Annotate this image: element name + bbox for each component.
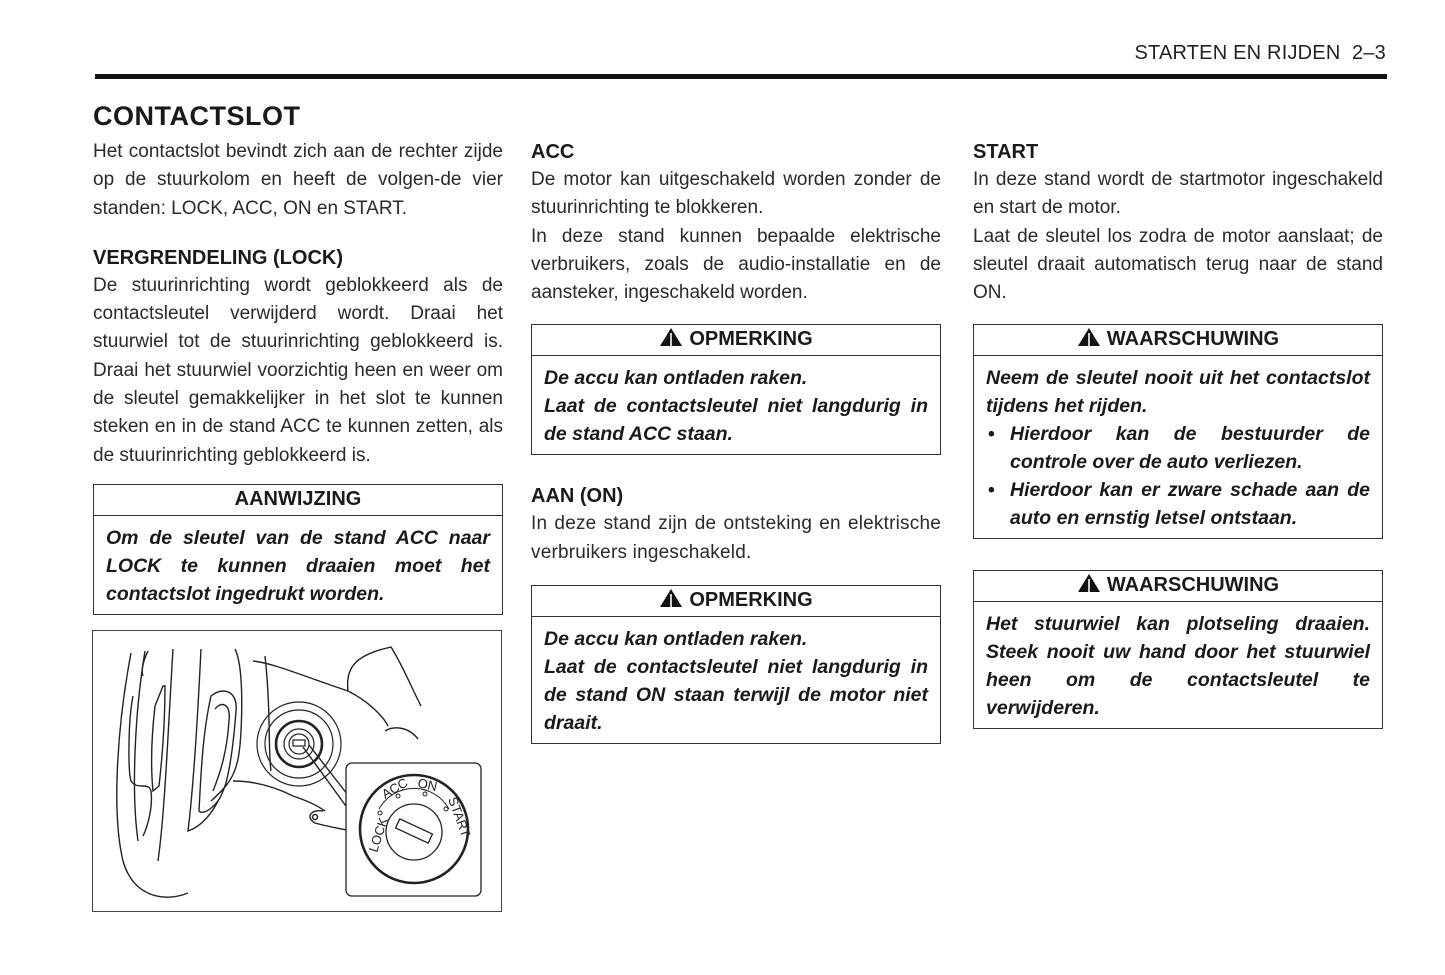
notice-box-header bbox=[532, 586, 940, 617]
start-paragraph-2: Laat de sleutel los zodra de motor aanslaat; de sleutel draait automatisch terug naar de stand ON. bbox=[973, 225, 1383, 304]
warning-box-1 bbox=[973, 324, 1383, 539]
position-label-lock: LOCK bbox=[365, 815, 391, 854]
rim-slot bbox=[152, 686, 165, 791]
warning-box-header bbox=[974, 571, 1382, 602]
note-box-text: Om de sleutel van de stand ACC naar LOCK te kunnen draaien moet het contactslot ingedrukt worden. bbox=[106, 526, 490, 605]
column-housing-top bbox=[253, 661, 388, 726]
warning-triangle-icon bbox=[1077, 327, 1101, 347]
column-edge bbox=[211, 649, 242, 801]
warning-box-heading: WAARSCHUWING bbox=[1106, 574, 1280, 597]
mount-tab bbox=[310, 811, 351, 831]
on-paragraph: In deze stand zijn de ontsteking en elektrische verbruikers ingeschakeld. bbox=[531, 513, 941, 563]
acc-heading: ACC bbox=[531, 141, 575, 163]
column-housing-bottom bbox=[233, 781, 325, 811]
rim-detail bbox=[142, 651, 148, 676]
notice-box-header bbox=[532, 325, 940, 356]
bullet-icon: • bbox=[988, 423, 995, 446]
mount-hole bbox=[313, 815, 318, 820]
column-3 bbox=[973, 138, 1383, 729]
warning-triangle-icon bbox=[659, 588, 683, 608]
warning-bullet-text: Hierdoor kan er zware schade aan de auto en ernstig letsel ontstaan. bbox=[1010, 479, 1370, 530]
warning-triangle-icon bbox=[659, 327, 683, 347]
column-1 bbox=[93, 100, 503, 615]
running-header bbox=[1134, 42, 1386, 65]
lock-heading: VERGRENDELING (LOCK) bbox=[93, 246, 343, 269]
note-box-aanwijzing bbox=[93, 484, 503, 615]
header-rule bbox=[95, 74, 1387, 79]
spoke-line-1 bbox=[158, 649, 173, 861]
callout-leader-2 bbox=[309, 745, 351, 799]
ignition-illustration bbox=[93, 631, 501, 911]
warning-box-2 bbox=[973, 570, 1383, 729]
steering-wheel-rim-inner bbox=[134, 651, 145, 841]
start-paragraph-1: In deze stand wordt de startmotor ingeschakeld en start de motor. bbox=[973, 169, 1383, 219]
position-label-on: ON bbox=[416, 775, 439, 794]
acc-paragraph-2: In deze stand kunnen bepaalde elektrische verbruikers, zoals de audio-installatie en de aansteker, ingeschakeld worden. bbox=[531, 225, 941, 304]
warning-text: Het stuurwiel kan plotseling draaien. Steek nooit uw hand door het stuurwiel heen om de contactsleutel te verwijderen. bbox=[986, 613, 1370, 720]
notice-box-heading: OPMERKING bbox=[689, 589, 813, 612]
page-number: 2–3 bbox=[1352, 42, 1386, 64]
warning-bullet-list bbox=[986, 420, 1370, 532]
bullet-icon: • bbox=[988, 479, 995, 502]
warning-bullet-item bbox=[986, 420, 1370, 476]
notice-line-1: De accu kan ontladen raken. bbox=[544, 367, 808, 390]
column-2 bbox=[531, 138, 941, 744]
position-label-acc: ACC bbox=[379, 774, 411, 802]
lock-paragraph: De stuurinrichting wordt geblokkeerd als de contactsleutel verwijderd wordt. Draai het stuurwiel tot de stuurinrichting geblokkeerd is. Draai het stuurwiel voorzichtig heen en weer om de sleutel gemakkelijker in het slot te kunnen steken en in de stand ACC te kunnen zetten, als de stuurinrichting geblokkeerd is. bbox=[93, 274, 503, 466]
ignition-switch-figure bbox=[92, 630, 502, 912]
start-heading: START bbox=[973, 141, 1039, 163]
notice-box-on bbox=[531, 585, 941, 744]
warning-triangle-icon bbox=[1077, 573, 1101, 593]
acc-paragraph-1: De motor kan uitgeschakeld worden zonder de stuurinrichting te blokkeren. bbox=[531, 169, 941, 219]
stalk-lower bbox=[385, 728, 418, 739]
notice-box-heading: OPMERKING bbox=[689, 328, 813, 351]
warning-bullet-text: Hierdoor kan de bestuurder de controle over de auto verliezen. bbox=[1010, 423, 1370, 474]
notice-box-acc bbox=[531, 324, 941, 455]
on-heading: AAN (ON) bbox=[531, 485, 624, 508]
notice-line-2: Laat de contactsleutel niet langdurig in de stand ACC staan. bbox=[544, 395, 928, 446]
section-title: CONTACTSLOT bbox=[93, 101, 301, 131]
notice-line-1: De accu kan ontladen raken. bbox=[544, 628, 808, 651]
rim-spoke-left bbox=[129, 696, 151, 836]
ignition-ring-bezel bbox=[276, 721, 322, 767]
intro-paragraph: Het contactslot bevindt zich aan de rechter zijde op de stuurkolom en heeft de volgen-de vier standen: LOCK, ACC, ON en START. bbox=[93, 141, 503, 219]
warning-intro: Neem de sleutel nooit uit het contactslot tijdens het rijden. bbox=[986, 367, 1370, 418]
warning-box-header bbox=[974, 325, 1382, 356]
notice-line-2: Laat de contactsleutel niet langdurig in de stand ON staan terwijl de motor niet draait. bbox=[544, 656, 928, 735]
key-slot bbox=[293, 740, 305, 746]
warning-box-heading: WAARSCHUWING bbox=[1106, 328, 1280, 351]
chapter-title: STARTEN EN RIJDEN bbox=[1134, 42, 1341, 64]
position-label-start: START bbox=[445, 794, 474, 839]
warning-bullet-item bbox=[986, 476, 1370, 532]
spoke-line-2 bbox=[188, 649, 218, 831]
note-box-heading: AANWIJZING bbox=[94, 485, 502, 516]
